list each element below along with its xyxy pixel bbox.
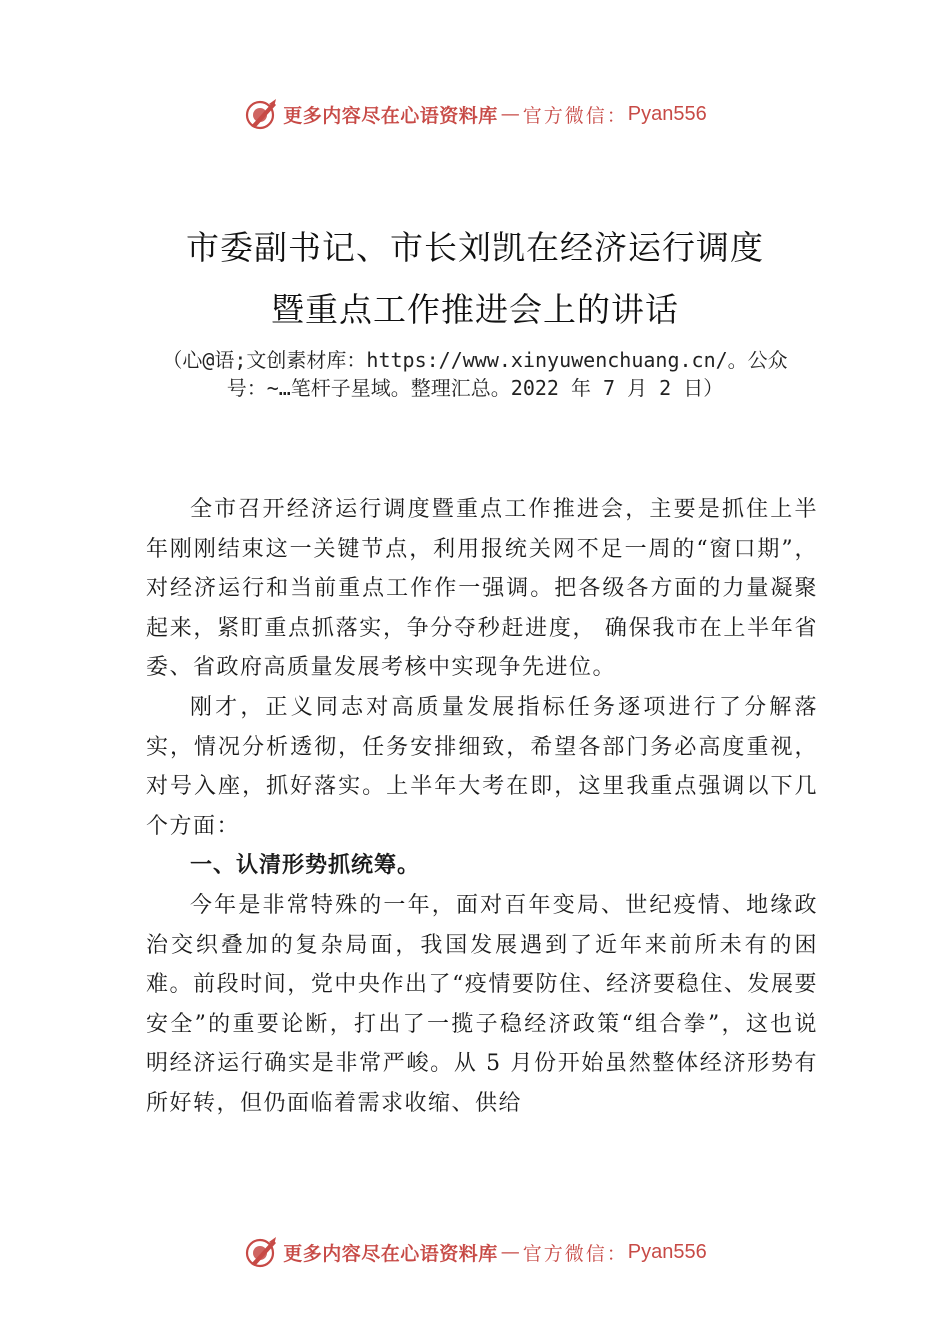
site-name: 更多内容尽在心语资料库 <box>283 104 498 127</box>
quill-seal-logo-icon <box>243 1234 279 1270</box>
quill-seal-logo-icon <box>243 96 279 132</box>
site-name: 更多内容尽在心语资料库 <box>283 1242 498 1265</box>
section-heading: 一、认清形势抓统筹。 <box>190 853 421 879</box>
document-title-line-1: 市委副书记、市长刘凯在经济运行调度 <box>186 228 764 267</box>
paragraph: 全市召开经济运行调度暨重点工作推进会，主要是抓住上半年刚刚结束这一关键节点，利用报统关网不足一周的“窗口期”，对经济运行和当前重点工作作一强调。把各级各方面的力量凝聚起来，紧盯重点抓落实，争分夺秒赶进度， 确保我市在上半年省委、省政府高质量发展考核中实现争先进位。 <box>146 497 818 681</box>
wechat-id: Pyan556 <box>627 102 707 125</box>
header-banner <box>0 94 950 134</box>
source-note: （心@语;文创素材库：https://www.xinyuwenchuang.cn/。公众号：~…笔杆子星域。整理汇总。2022 年 7 月 2 日） <box>162 348 788 400</box>
wechat-label: 官方微信： <box>522 104 628 127</box>
wechat-label: 官方微信： <box>522 1242 628 1265</box>
paragraph: 今年是非常特殊的一年，面对百年变局、世纪疫情、地缘政治交织叠加的复杂局面，我国发展遇到了近年来前所未有的困难。前段时间，党中央作出了“疫情要防住、经济要稳住、发展要安全”的重要论断，打出了一揽子稳经济政策“组合拳”，这也说明经济运行确实是非常严峻。从 5 月份开始虽然整体经济形势有所好转，但仍面临着需求收缩、供给 <box>146 892 818 1116</box>
paragraph: 刚才，正义同志对高质量发展指标任务逐项进行了分解落实，情况分析透彻，任务安排细致，希望各部门务必高度重视，对号入座，抓好落实。上半年大考在即，这里我重点强调以下几个方面： <box>146 694 818 839</box>
document-title-line-2: 暨重点工作推进会上的讲话 <box>271 290 679 329</box>
banner-dash: — <box>500 1241 520 1263</box>
footer-banner <box>0 1232 950 1272</box>
wechat-id: Pyan556 <box>627 1240 707 1263</box>
document-body <box>146 490 818 1124</box>
banner-dash: — <box>500 103 520 125</box>
